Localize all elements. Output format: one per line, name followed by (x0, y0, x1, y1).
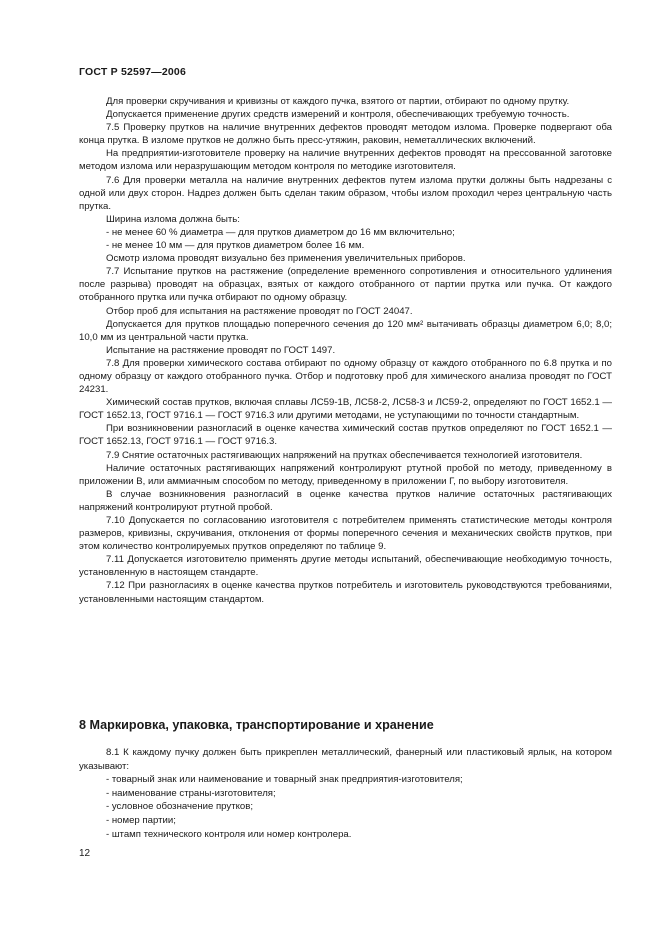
paragraph: На предприятии-изготовителе проверку на наличие внутренних дефектов проводят на прессованной заготовке методом излома или неразрушающим методом контроля по методике изготовителя. (79, 148, 612, 173)
list-item: - номер партии; (106, 814, 176, 826)
paragraph: Наличие остаточных растягивающих напряжений контролируют ртутной пробой по методу, приведенному в приложении В, или аммиачным способом по методу, приведенному в приложении Г, по выбору изготовителя. (79, 462, 612, 487)
paragraph: Химический состав прутков, включая сплавы ЛС59-1В, ЛС58-2, ЛС58-3 и ЛС59-2, определяют по ГОСТ 1652.1 — ГОСТ 1652.13, ГОСТ 9716.1 — ГОСТ 9716.3 или другими методами, не уступающими по точности стандартным. (79, 397, 612, 422)
paragraph-8-1: 8.1 К каждому пучку должен быть прикреплен металлический, фанерный или пластиковый ярлык, на котором указывают: (79, 747, 612, 772)
paragraph: Осмотр излома проводят визуально без применения увеличительных приборов. (106, 253, 466, 265)
section-8-body (79, 746, 612, 841)
paragraph: Допускается для прутков площадью поперечного сечения до 120 мм² вытачивать образцы диаметром 6,0; 8,0; 10,0 мм из центральной части прутка. (79, 318, 612, 343)
paragraph-7-10: 7.10 Допускается по согласованию изготовителя с потребителем применять статистические методы контроля размеров, кривизны, скручивания, отклонения от формы поперечного сечения и механических свойств прутков, при этом количество контролируемых прутков определяют по таблице 9. (79, 515, 612, 553)
paragraph: Испытание на растяжение проводят по ГОСТ 1497. (106, 344, 336, 356)
list-item: - не менее 10 мм — для прутков диаметром более 16 мм. (106, 240, 365, 252)
list-item: - наименование страны-изготовителя; (106, 787, 276, 799)
paragraph-7-5: 7.5 Проверку прутков на наличие внутренних дефектов проводят методом излома. Проверке подвергают оба конца прутка. В изломе прутков не должно быть пресс-утяжин, раковин, неметаллических включений. (79, 122, 612, 147)
document-header: ГОСТ Р 52597—2006 (79, 66, 187, 78)
paragraph: Допускается применение других средств измерений и контроля, обеспечивающих требуемую точность. (106, 109, 570, 121)
paragraph-7-12: 7.12 При разногласиях в оценке качества прутков потребитель и изготовитель руководствуются требованиями, установленными настоящим стандартом. (79, 580, 612, 605)
page-number: 12 (79, 848, 91, 859)
section-heading: 8 Маркировка, упаковка, транспортирование и хранение (79, 718, 434, 732)
paragraph: В случае возникновения разногласий в оценке качества прутков наличие остаточных растягивающих напряжений контролируют ртутной пробой. (79, 488, 612, 513)
list-item: - условное обозначение прутков; (106, 801, 254, 813)
document-body (79, 95, 612, 606)
list-item: - товарный знак или наименование и товарный знак предприятия-изготовителя; (106, 774, 463, 786)
paragraph-7-7: 7.7 Испытание прутков на растяжение (определение временного сопротивления и относительного удлинения после разрыва) проводят на образцах, взятых от каждого отобранного от партии прутка или пучка. От каждого отобранного прутка или пучка отбирают по одному образцу. (79, 266, 612, 304)
paragraph: Для проверки скручивания и кривизны от каждого пучка, взятого от партии, отбирают по одному прутку. (106, 96, 570, 107)
paragraph-7-8: 7.8 Для проверки химического состава отбирают по одному образцу от каждого отобранного по 6.8 прутка и по одному образцу от каждого отобранного пучка. Отбор и подготовку проб для химического анализа проводят по ГОСТ 24231. (79, 357, 612, 396)
list-item: - не менее 60 % диаметра — для прутков диаметром до 16 мм включительно; (106, 226, 455, 238)
list-item: - штамп технического контроля или номер контролера. (106, 828, 352, 840)
paragraph: Ширина излома должна быть: (106, 213, 240, 225)
paragraph: Отбор проб для испытания на растяжение проводят по ГОСТ 24047. (106, 305, 413, 317)
paragraph: При возникновении разногласий в оценке качества химический состав прутков определяют по ГОСТ 1652.1 — ГОСТ 1652.13, ГОСТ 9716.1 — ГОСТ 9716.3. (79, 423, 612, 448)
paragraph-7-6: 7.6 Для проверки металла на наличие внутренних дефектов путем излома прутки должны быть надрезаны с одной или двух сторон. Надрез должен быть сделан таким образом, чтобы излом проходил через центральную часть прутка. (79, 174, 612, 212)
paragraph-7-9: 7.9 Снятие остаточных растягивающих напряжений на прутках обеспечивается технологией изготовителя. (106, 449, 583, 461)
paragraph-7-11: 7.11 Допускается изготовителю применять другие методы испытаний, обеспечивающие необходимую точность, установленную в настоящем стандарте. (79, 554, 612, 579)
